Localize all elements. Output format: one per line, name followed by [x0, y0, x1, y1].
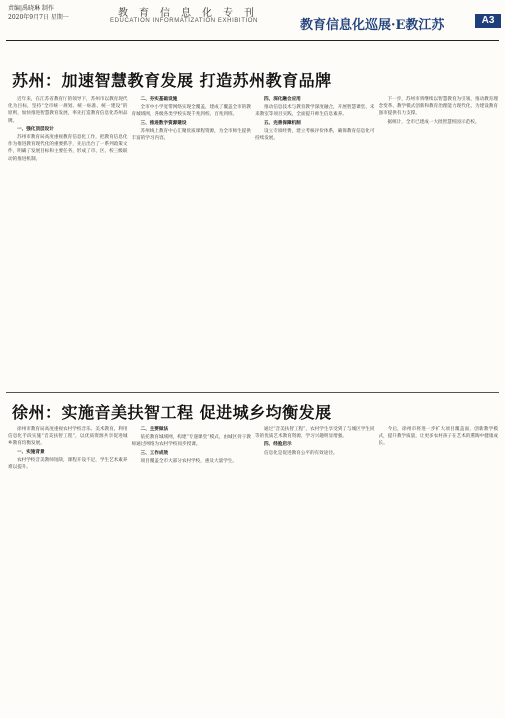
editor-line: 责编|禹晓琳 制作 [8, 5, 54, 12]
article2-column [8, 426, 128, 712]
paragraph: 近年来，在江苏省教育厅的领导下，苏州市以教育现代化为目标，坚持“全市统一规划、统一标准、统一建设”的原则，加快推进智慧教育发展，率先打造教育信息化苏州品牌。 [8, 97, 128, 124]
section-heading: 二、主要做法 [140, 427, 169, 432]
article1-headline: 苏州：加速智慧教育发展 打造苏州教育品牌 [12, 71, 332, 90]
paragraph: 全市中小学宽带网络实现全覆盖，建成了覆盖全市的教育城域网，各级各类学校实现千兆到校、百兆到班。 [131, 105, 251, 118]
paragraph: 苏州线上教育中心汇聚优质课程资源，为全市师生提供丰富的学习内容。 [131, 128, 251, 142]
section-heading: 四、经验启示 [264, 442, 292, 448]
paragraph: 信息化是促进教育公平的有效途径。 [264, 450, 338, 456]
paragraph: 通过“音美扶智工程”，农村学生享受到了与城区学生同等的优质艺术教育资源，学习兴趣明显增强。 [255, 427, 375, 440]
column-title: 教育信息化巡展·E教江苏 [300, 18, 445, 33]
date-line: 2020年9月7日 星期一 [8, 14, 69, 21]
paragraph: 下一步，苏州市将继续以智慧教育为引领，推动教育理念变革、教学模式创新和教育治理能力现代化，为建设教育强市提供有力支撑。 [378, 97, 498, 117]
article1-column [8, 96, 128, 384]
article2-column [255, 426, 375, 712]
page-number-badge: A3 [475, 14, 501, 28]
paragraph: 依托教育城域网，构建“专递课堂”模式，由城区骨干教师通过网络为农村学校同步授课。 [131, 435, 251, 448]
section-heading: 三、工作成效 [140, 450, 169, 456]
paragraph: 今后，徐州市将进一步扩大项目覆盖面，创新教学模式，提升教学质量，让更多农村孩子在艺术的熏陶中健康成长。 [378, 427, 498, 447]
special-issue-title: 教育信息化专刊 [118, 8, 265, 19]
paragraph: 推动信息技术与教育教学深度融合，开展智慧课堂、未来教室等项目实践，全面提升师生信息素养。 [255, 105, 375, 118]
paragraph: 据统计，全市已建成一大批智慧校园示范校。 [387, 119, 480, 125]
masthead-rule [6, 40, 499, 41]
section-heading: 二、夯实基础设施 [140, 97, 178, 102]
paragraph: 农村学校音美教师短缺，课程开设不足，学生艺术素养难以提升。 [8, 457, 128, 471]
editor-info [8, 4, 69, 22]
section-heading: 一、实施背景 [17, 449, 45, 455]
section-heading: 四、深化融合应用 [264, 97, 301, 102]
article-divider [6, 392, 499, 393]
section-heading: 三、推进数字资源建设 [140, 120, 187, 126]
article2-body [8, 426, 498, 712]
paragraph: 设立专项经费，建立考核评价体系，确保教育信息化可持续发展。 [255, 128, 375, 142]
special-issue-subtitle: EDUCATION INFORMATIZATION EXHIBITION [110, 18, 258, 24]
paragraph: 项目覆盖全市大部分农村学校，惠及大量学生。 [140, 458, 237, 464]
masthead [0, 0, 505, 40]
section-heading: 一、强化顶层设计 [17, 126, 54, 132]
article1-column [132, 96, 252, 384]
article1-column [255, 96, 375, 384]
section-heading: 五、完善保障机制 [264, 120, 301, 126]
article1-body [8, 96, 498, 384]
paragraph: 苏州市教育局高度重视教育信息化工作，把教育信息化作为推进教育现代化的重要抓手，先后出台了一系列政策文件，明确了发展目标和主要任务，形成了市、区、校三级联动的推进机制。 [8, 135, 128, 162]
article2-column [132, 426, 252, 712]
article2-column [379, 426, 499, 712]
article1-column [379, 96, 499, 384]
article2-headline: 徐州：实施音美扶智工程 促进城乡均衡发展 [12, 403, 332, 422]
paragraph: 徐州市教育局高度重视农村学校音乐、美术教育，利用信息化手段实施“音美扶智工程”，以优质资源共享促进城乡教育均衡发展。 [8, 427, 128, 447]
